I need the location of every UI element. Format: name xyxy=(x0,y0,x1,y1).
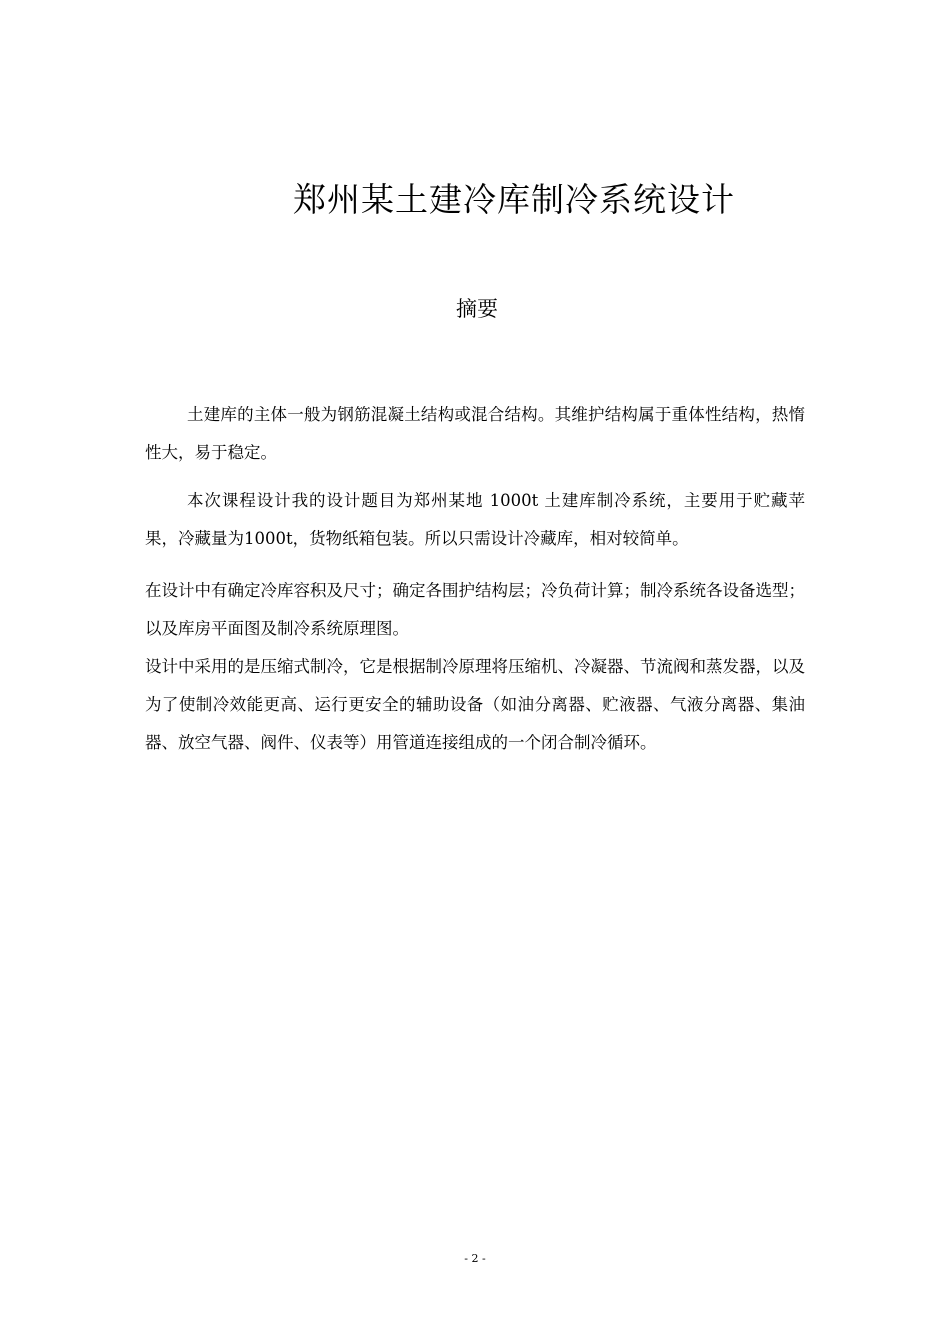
paragraph-4: 设计中采用的是压缩式制冷，它是根据制冷原理将压缩机、冷凝器、节流阀和蒸发器，以及为了使制冷效能更高、运行更安全的辅助设备（如油分离器、贮液器、气液分离器、集油器、放空气器、阀件、仪表等）用管道连接组成的一个闭合制冷循环。 xyxy=(145,657,805,752)
document-title: 郑州某土建冷库制冷系统设计 xyxy=(293,180,735,219)
paragraph-1: 土建库的主体一般为钢筋混凝土结构或混合结构。其维护结构属于重体性结构，热惰性大，易于稳定。 xyxy=(145,405,805,462)
page-number: - 2 - xyxy=(464,1252,486,1265)
abstract-heading: 摘要 xyxy=(456,297,498,321)
paragraph-3: 在设计中有确定冷库容积及尺寸；确定各围护结构层；冷负荷计算；制冷系统各设备选型；以及库房平面图及制冷系统原理图。 xyxy=(145,581,805,638)
paragraph-2: 本次课程设计我的设计题目为郑州某地 1000t 土建库制冷系统，主要用于贮藏苹果，冷藏量为1000t，货物纸箱包装。所以只需设计冷藏库，相对较简单。 xyxy=(145,491,805,548)
abstract-body xyxy=(145,396,805,762)
